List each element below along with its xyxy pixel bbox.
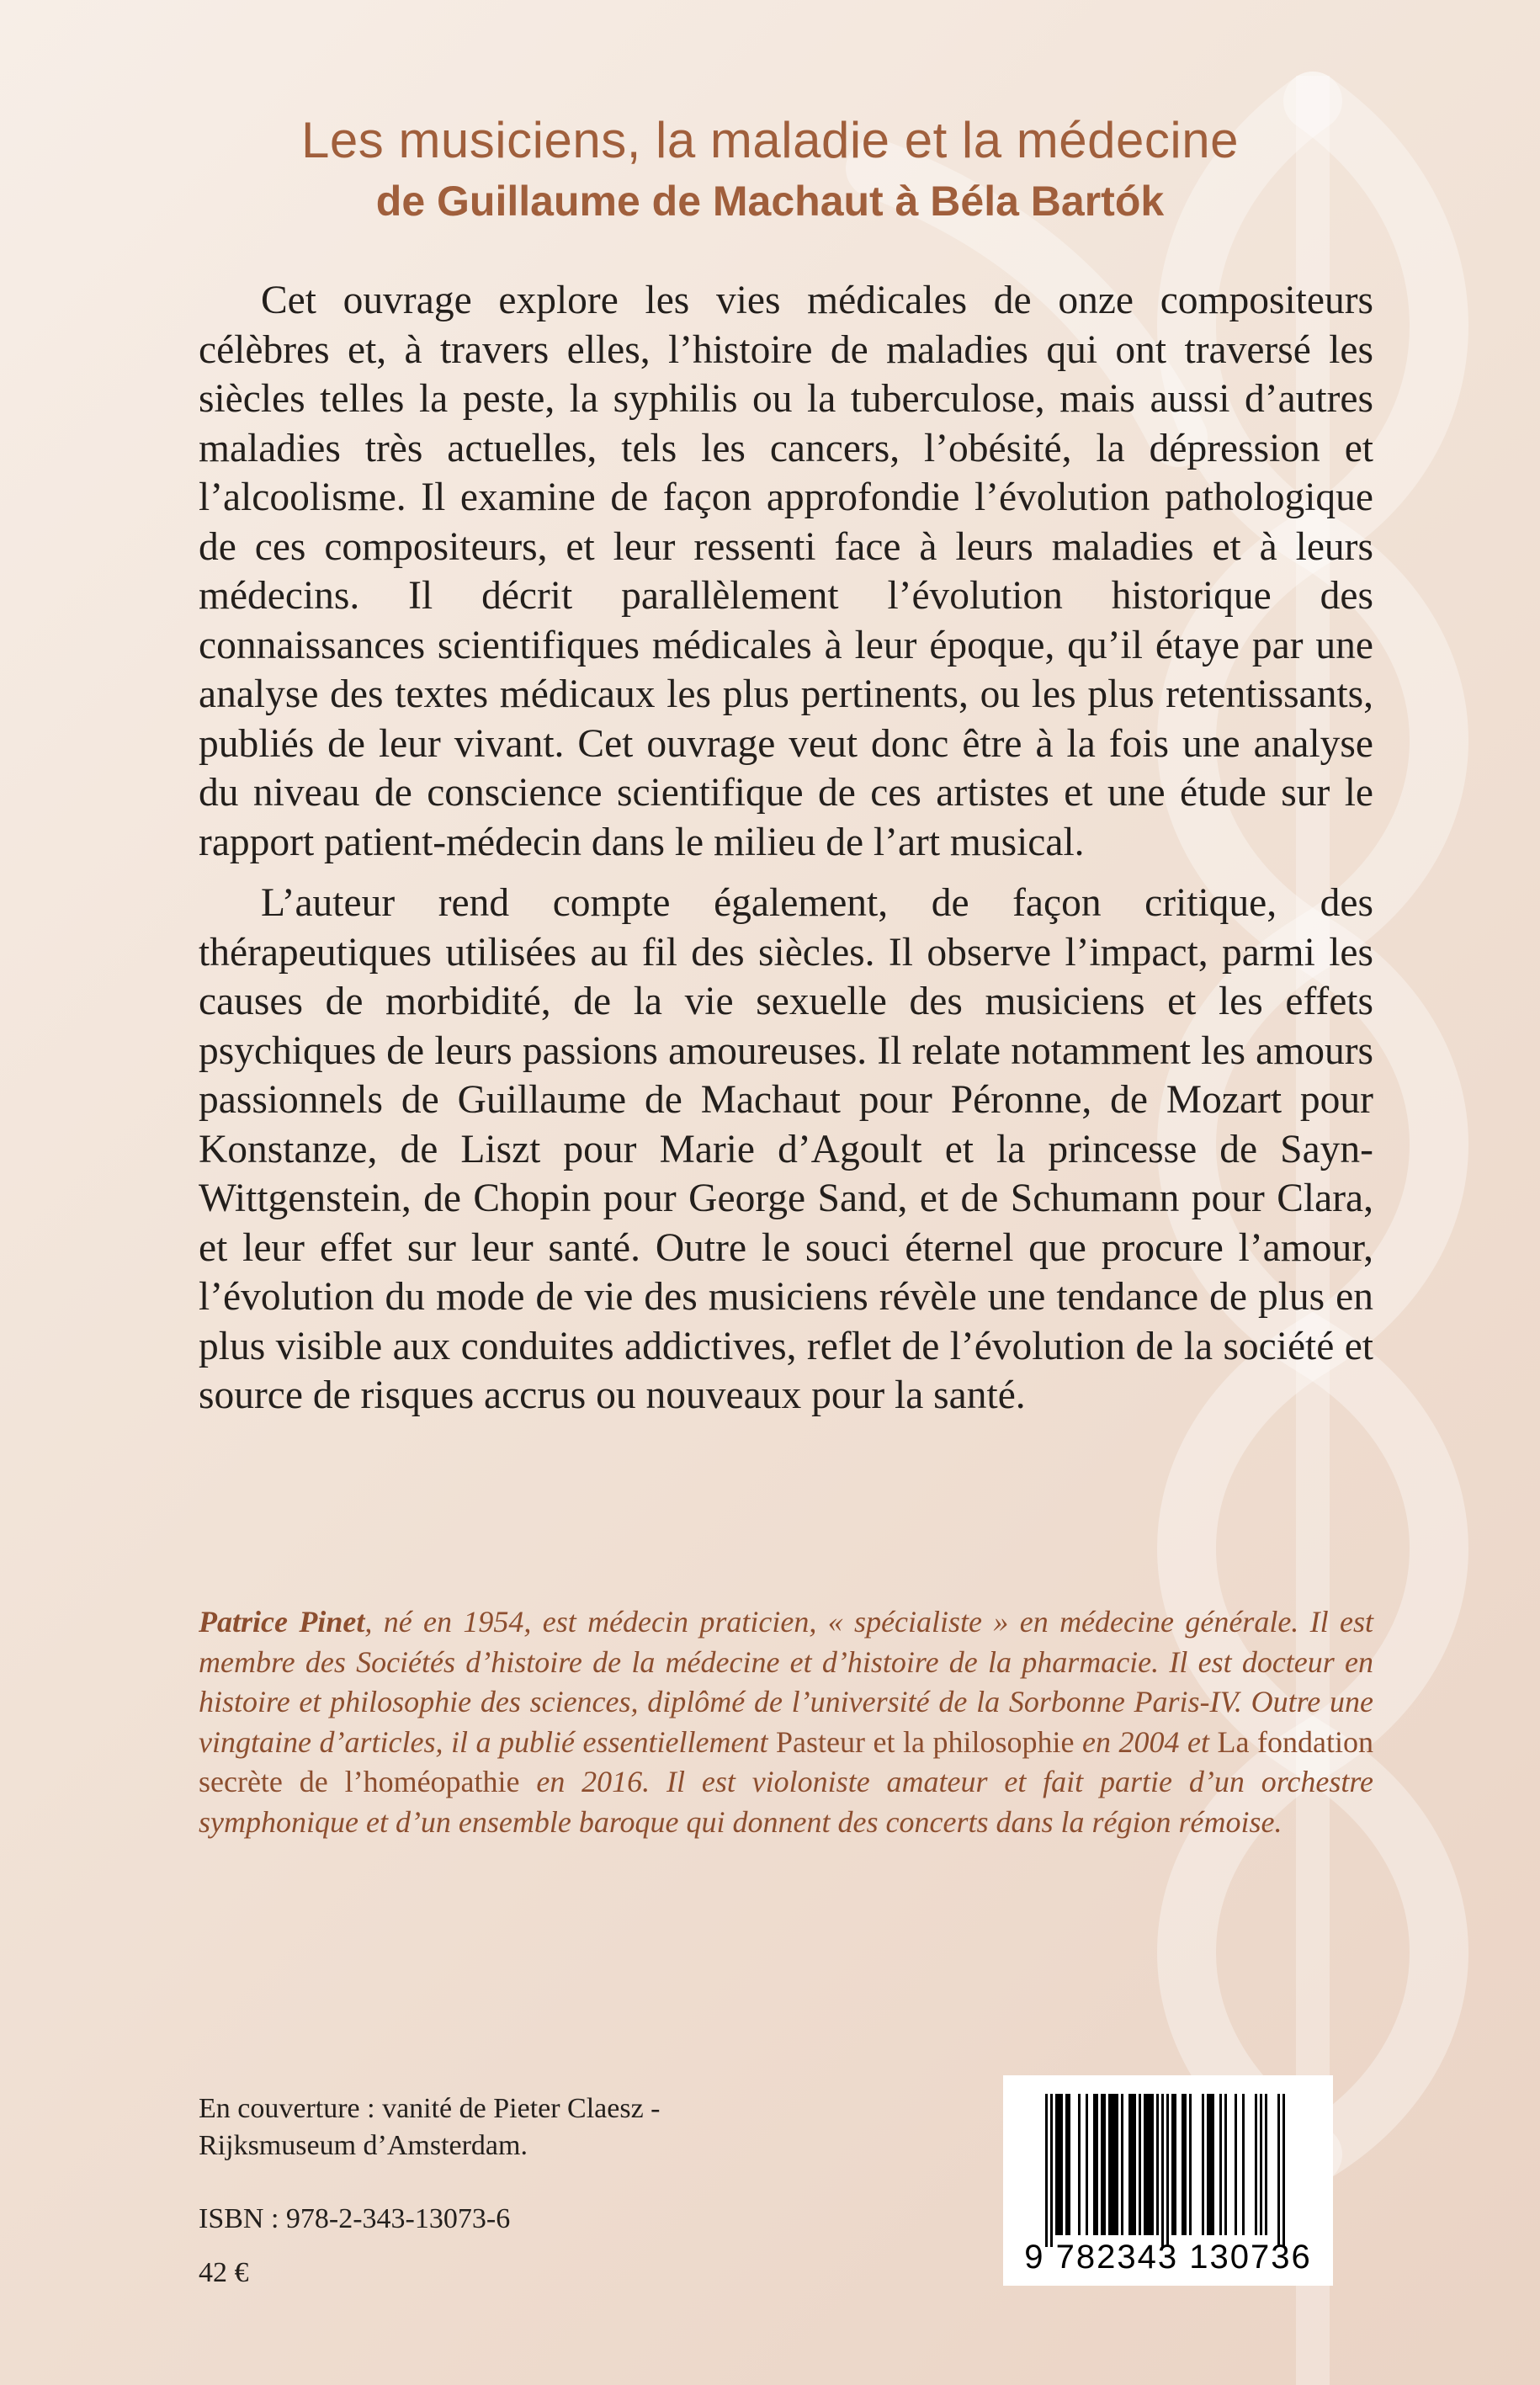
barcode-bar <box>1111 2094 1113 2235</box>
barcode-bar <box>1068 2094 1070 2235</box>
barcode-bar <box>1265 2094 1267 2235</box>
barcode-bar <box>1151 2094 1154 2235</box>
barcode-bar <box>1113 2094 1116 2235</box>
price: 42 € <box>199 2257 249 2288</box>
barcode-bar <box>1235 2094 1237 2235</box>
book-description <box>199 276 1373 1421</box>
title-block <box>0 108 1540 229</box>
barcode-bar <box>1260 2094 1262 2235</box>
barcode-bar <box>1171 2094 1174 2235</box>
barcode-bar <box>1045 2094 1048 2247</box>
barcode-bar <box>1108 2094 1111 2235</box>
barcode-bar <box>1282 2094 1285 2247</box>
barcode-bar <box>1277 2094 1280 2247</box>
barcode-bar <box>1128 2094 1131 2235</box>
barcode-bar <box>1149 2094 1151 2235</box>
barcode-bar <box>1242 2094 1245 2235</box>
barcode-bar <box>1212 2094 1214 2235</box>
author-bio-paragraph <box>199 1602 1373 1842</box>
barcode-bar <box>1144 2094 1146 2235</box>
barcode-bar <box>1255 2094 1257 2235</box>
barcode-bar <box>1060 2094 1063 2235</box>
barcode-bar <box>1101 2094 1103 2235</box>
barcode-bar <box>1202 2094 1204 2235</box>
barcode-bar <box>1086 2094 1088 2235</box>
barcode-bar <box>1184 2094 1187 2235</box>
barcode-bar <box>1096 2094 1098 2235</box>
author-bio <box>199 1602 1373 1842</box>
book-reference-2: La fondation secrète de l’homéopathie <box>199 1724 1373 1798</box>
barcode <box>1003 2075 1333 2286</box>
barcode-bar <box>1078 2094 1081 2235</box>
book-reference-1: Pasteur et la philosophie <box>775 1724 1075 1759</box>
barcode-bar <box>1065 2094 1068 2235</box>
barcode-bar <box>1103 2094 1106 2235</box>
barcode-bar <box>1207 2094 1209 2235</box>
book-title: Les musiciens, la maladie et la médecine <box>301 112 1239 168</box>
cover-credit <box>199 2090 661 2165</box>
barcode-bar <box>1131 2094 1134 2235</box>
barcode-bar <box>1058 2094 1060 2235</box>
description-paragraph-1: Cet ouvrage explore les vies médicales de onze compositeurs célèbres et, à travers elles, l’histoire de maladies qui ont traversé les siècles telles la peste, la syphilis ou la tuberculose, mais aussi d’autres maladies très actuelles, tels les cancers, l’obésité, la dépression et l’alcoolisme. Il examine de façon approfondie l’évolution pathologique de ces compositeurs, et leur ressenti face à leurs maladies et à leurs médecins. Il décrit parallèlement l’évolution historique des connaissances scientifiques médicales à leur époque, qu’il étaye par une analyse des textes médicaux les plus pertinents, ou les plus retentissants, publiés de leur vivant. Cet ouvrage veut donc être à la fois une analyse du niveau de conscience scientifique de ces artistes et une étude sur le rapport patient-médecin dans le milieu de l’art musical. <box>199 279 1373 864</box>
author-name: Patrice Pinet <box>199 1605 365 1639</box>
book-subtitle: de Guillaume de Machaut à Béla Bartók <box>375 178 1165 225</box>
cover-credit-line-2: Rijksmuseum d’Amsterdam. <box>199 2130 528 2161</box>
isbn: ISBN : 978-2-343-13073-6 <box>199 2203 511 2234</box>
barcode-bar <box>1134 2094 1136 2235</box>
barcode-bar <box>1116 2094 1118 2235</box>
barcode-bar <box>1121 2094 1123 2235</box>
barcode-bar <box>1166 2094 1169 2247</box>
barcode-bar <box>1146 2094 1149 2235</box>
barcode-bar <box>1093 2094 1096 2235</box>
barcode-bar <box>1189 2094 1192 2235</box>
barcode-bar <box>1174 2094 1176 2235</box>
barcode-bar <box>1161 2094 1164 2247</box>
author-bio-text-3: en 2016. Il est violoniste amateur et fait partie d’un orchestre symphonique et d’un ensemble baroque qui donnent des concerts dans la région rémoise. <box>199 1765 1373 1839</box>
barcode-bar <box>1182 2094 1184 2235</box>
description-paragraph-2: L’auteur rend compte également, de façon critique, des thérapeutiques utilisées au fil des siècles. Il observe l’impact, parmi les causes de morbidité, de la vie sexuelle des musiciens et les effets psychiques de leurs passions amoureuses. Il relate notamment les amours passionnels de Guillaume de Machaut pour Péronne, de Mozart pour Konstanze, de Liszt pour Marie d’Agoult et la princesse de Sayn-Wittgenstein, de Chopin pour George Sand, et de Schumann pour Clara, et leur effet sur leur santé. Outre le souci éternel que procure l’amour, l’évolution du mode de vie des musiciens révèle une tendance de plus en plus visible aux conduites addictives, reflet de l’évolution de la société et source de risques accrus ou nouveaux pour la santé. <box>199 881 1373 1417</box>
author-bio-text-1: , né en 1954, est médecin praticien, « spécialiste » en médecine générale. Il est membre des Sociétés d’histoire de la médecine et d’histoire de la pharmacie. Il est docteur en histoire et philosophie des sciences, diplômé de l’université de la Sorbonne Paris-IV. Outre une vingtaine d’articles, il a publié essentiellement <box>199 1605 1373 1759</box>
barcode-bar <box>1139 2094 1141 2235</box>
barcode-bar <box>1224 2094 1227 2235</box>
barcode-bar <box>1050 2094 1053 2247</box>
barcode-number: 9 782343 130736 <box>1024 2239 1312 2276</box>
cover-credit-line-1: En couverture : vanité de Pieter Claesz - <box>199 2093 661 2124</box>
barcode-bar <box>1219 2094 1222 2235</box>
barcode-bar <box>1209 2094 1212 2235</box>
barcode-bar <box>1055 2094 1058 2235</box>
barcode-bar <box>1156 2094 1159 2235</box>
author-bio-text-2: en 2004 et <box>1074 1724 1218 1759</box>
